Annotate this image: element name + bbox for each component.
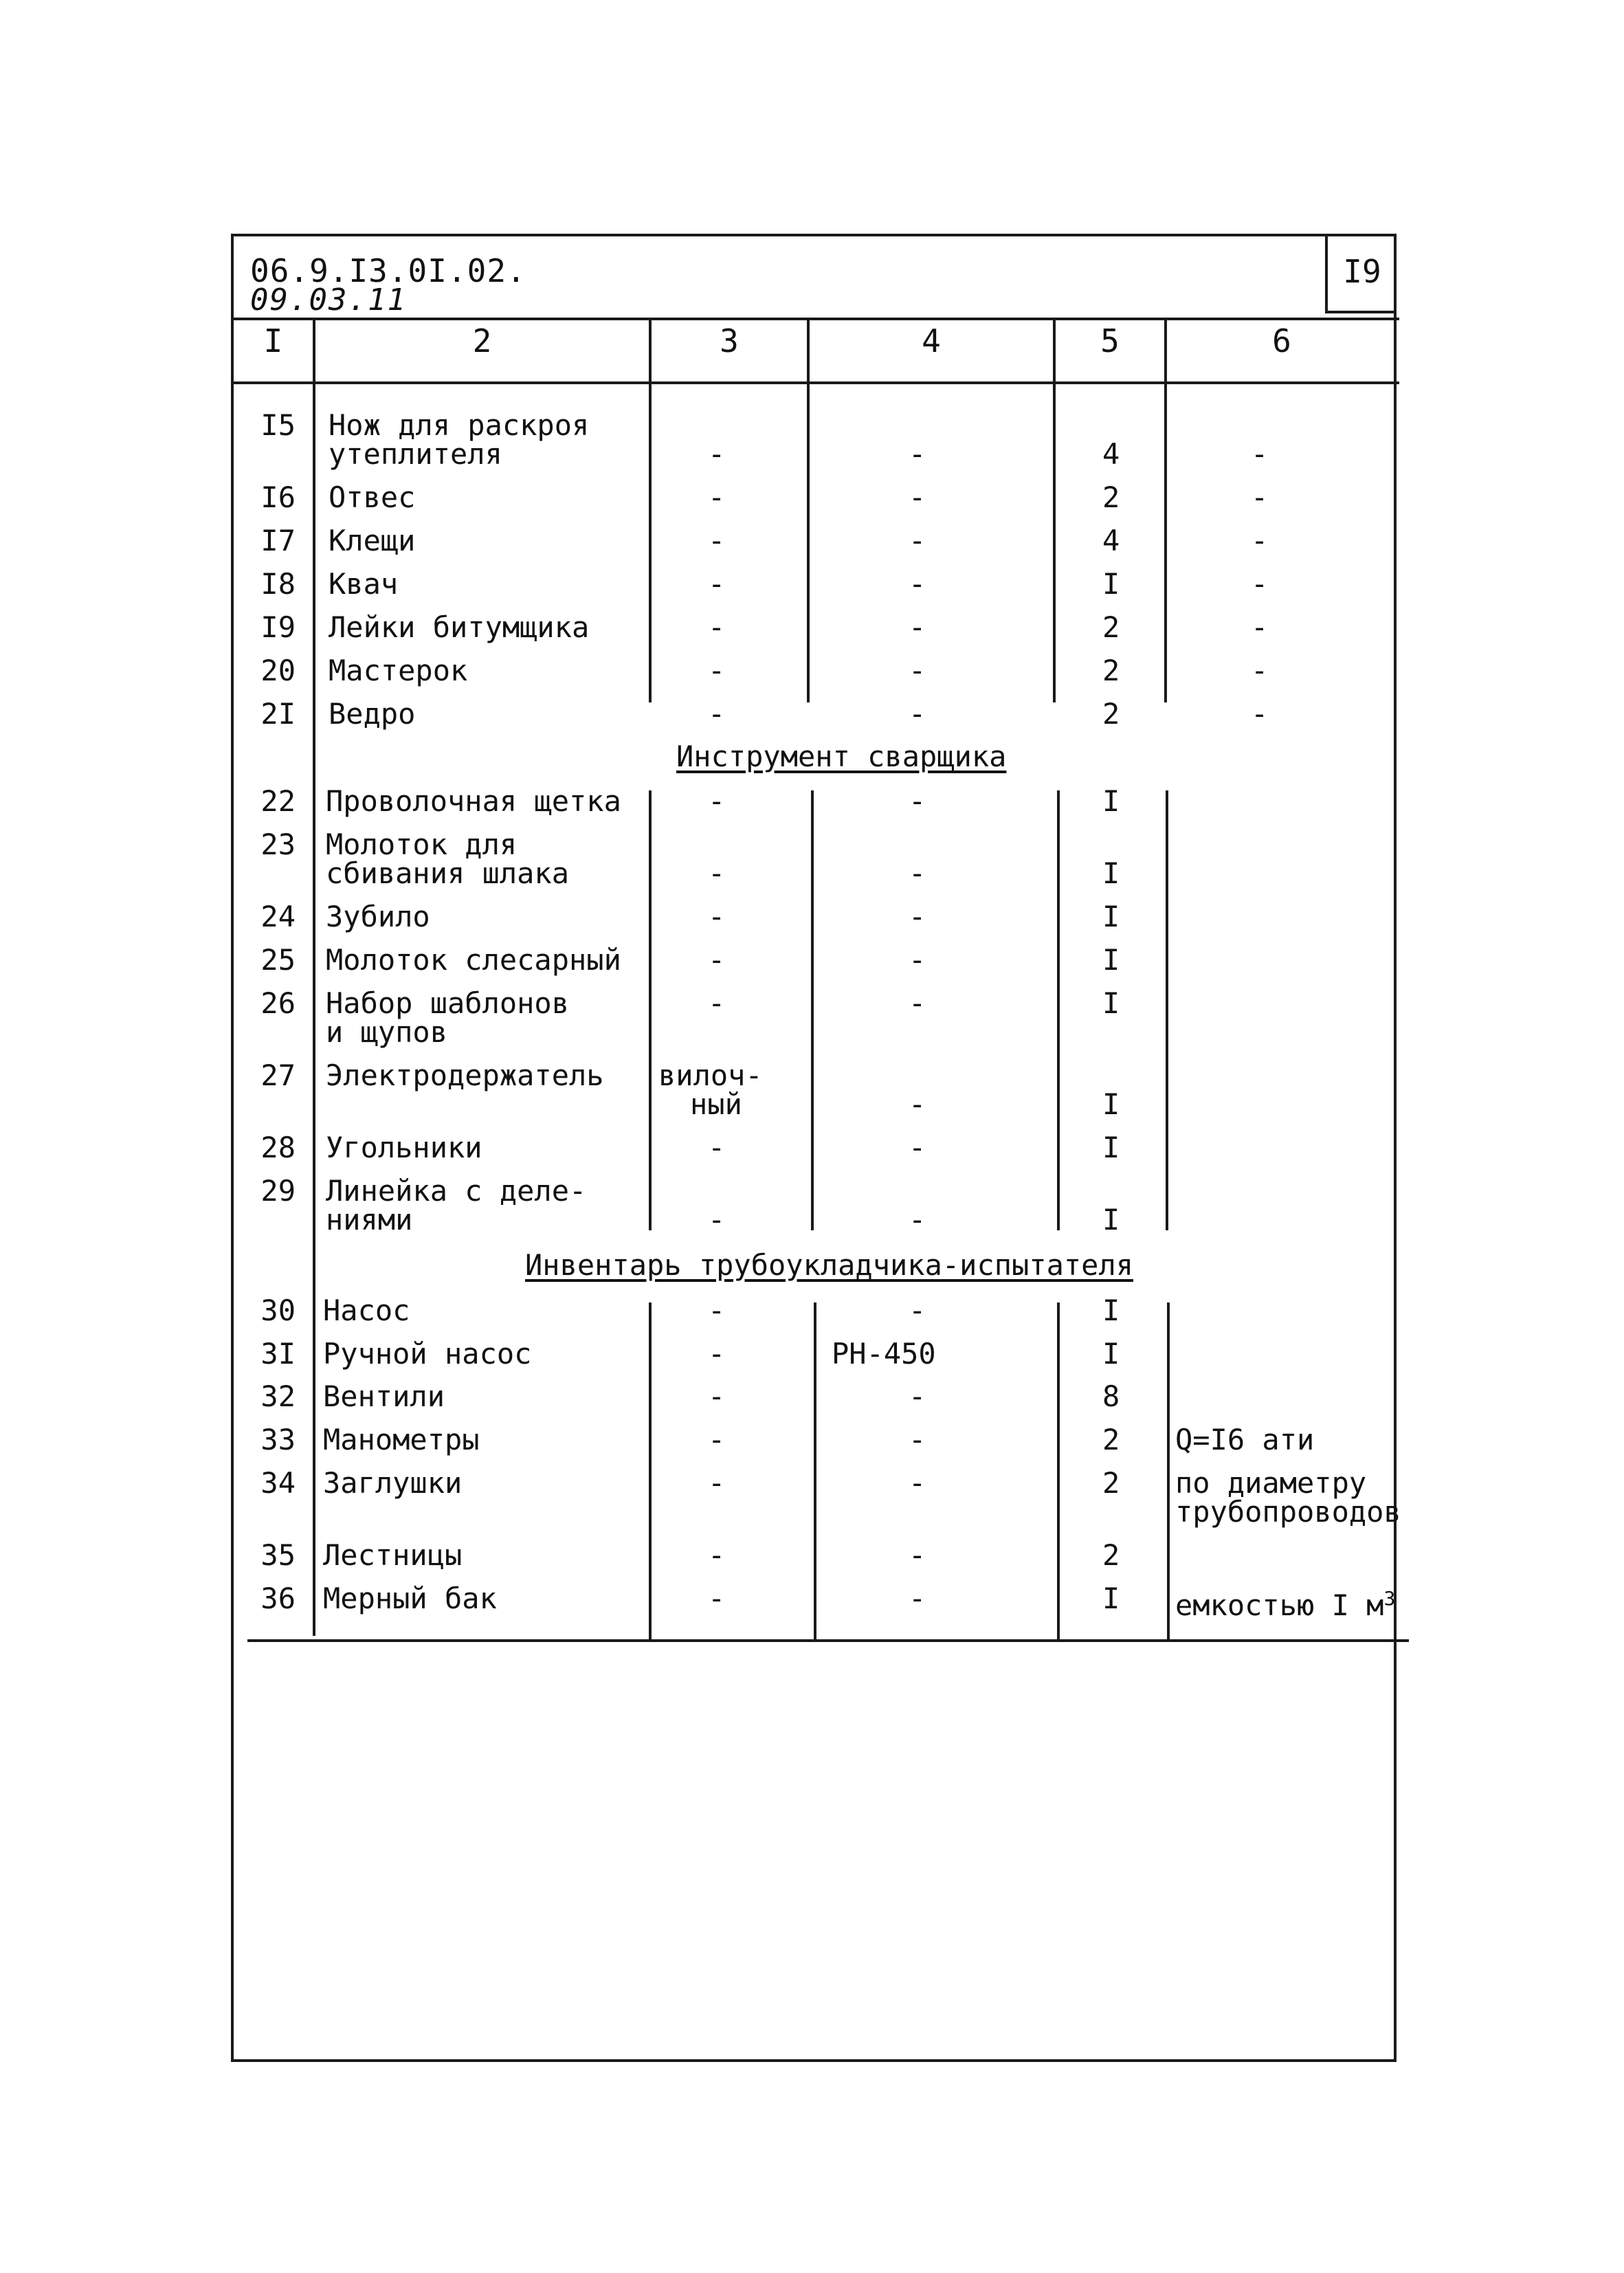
col4-value: - — [909, 1538, 926, 1572]
item-name-cont: ниями — [326, 1203, 413, 1237]
page-number: I9 — [1325, 234, 1397, 313]
col5-value: I — [1102, 1203, 1120, 1237]
item-name: Лестницы — [323, 1538, 463, 1572]
col3-value: - — [708, 856, 726, 890]
col-divider-3b — [811, 790, 814, 1230]
item-name: Клещи — [329, 524, 416, 557]
col4-value: - — [909, 1379, 926, 1413]
col5-value: 4 — [1102, 524, 1120, 557]
row-number: 20 — [260, 654, 296, 687]
col3-value: - — [708, 697, 726, 731]
item-name: Мастерок — [329, 654, 468, 687]
col4-value: - — [909, 654, 926, 687]
row-number: 27 — [260, 1058, 296, 1092]
col6-value: - — [1251, 697, 1269, 731]
col3-value: - — [708, 524, 726, 557]
col4-value: - — [909, 900, 926, 933]
item-name-cont: и щупов — [326, 1015, 448, 1049]
item-name: Лейки битумщика — [329, 610, 590, 644]
col-divider-2b — [649, 790, 652, 1230]
row-number: 29 — [260, 1174, 296, 1208]
col6-value: по диаметру — [1175, 1466, 1367, 1500]
col4-value: - — [909, 784, 926, 818]
col3-value: - — [708, 437, 726, 471]
col-divider-4 — [1053, 318, 1056, 702]
col3-value: - — [708, 654, 726, 687]
item-name: Насос — [323, 1294, 410, 1327]
col-divider-3c — [814, 1302, 816, 1639]
row-number: 36 — [260, 1582, 296, 1615]
item-name: Вентили — [323, 1379, 445, 1413]
col3-value: - — [708, 900, 726, 933]
col5-value: 2 — [1102, 654, 1120, 687]
col5-value: 2 — [1102, 1538, 1120, 1572]
col-divider-4b — [1057, 790, 1060, 1230]
col5-value: 4 — [1102, 437, 1120, 471]
col4-value: РН-450 — [832, 1337, 936, 1371]
col4-value: - — [909, 437, 926, 471]
table-bottom-rule — [247, 1639, 1409, 1642]
col5-value: I — [1102, 1294, 1120, 1327]
col-divider-4c — [1057, 1302, 1060, 1639]
capacity-text: емкостью I м — [1175, 1588, 1384, 1622]
col6-value: Q=I6 ати — [1175, 1423, 1315, 1456]
item-name: Молоток слесарный — [326, 943, 621, 977]
col3-value: - — [708, 1337, 726, 1371]
col5-value: I — [1102, 1582, 1120, 1615]
col3-value: - — [708, 986, 726, 1020]
item-name: Заглушки — [323, 1466, 463, 1500]
col5-value: 2 — [1102, 1423, 1120, 1456]
col4-value: - — [909, 480, 926, 514]
col5-value: I — [1102, 856, 1120, 890]
col3-value: - — [708, 610, 726, 644]
col6-value: - — [1251, 524, 1269, 557]
item-name: Ведро — [329, 697, 416, 731]
col4-value: - — [909, 1294, 926, 1327]
col3-value: - — [708, 1131, 726, 1164]
row-number: I5 — [260, 408, 296, 442]
col3-value: - — [708, 784, 726, 818]
row-number: 2I — [260, 697, 296, 731]
col5-value: I — [1102, 567, 1120, 601]
col-divider-2c — [649, 1302, 652, 1639]
row-number: 28 — [260, 1131, 296, 1164]
col-header-3: 3 — [720, 322, 739, 359]
col3-value: - — [708, 480, 726, 514]
col3-value: - — [708, 943, 726, 977]
row-number: 3I — [260, 1337, 296, 1371]
item-name: Нож для раскроя — [329, 408, 590, 442]
row-number: I9 — [260, 610, 296, 644]
col4-value: - — [909, 1466, 926, 1500]
col3-value: - — [708, 1423, 726, 1456]
col3-value: - — [708, 1203, 726, 1237]
col-header-4: 4 — [922, 322, 941, 359]
item-name: Угольники — [326, 1131, 482, 1164]
col5-value: I — [1102, 986, 1120, 1020]
col5-value: 8 — [1102, 1379, 1120, 1413]
col3-value: - — [708, 1582, 726, 1615]
item-name: Квач — [329, 567, 399, 601]
item-name: Линейка с деле- — [326, 1174, 587, 1208]
col5-value: I — [1102, 784, 1120, 818]
row-number: 30 — [260, 1294, 296, 1327]
col6-value-cont: трубопроводов — [1175, 1495, 1401, 1529]
item-name: Отвес — [329, 480, 416, 514]
row-number: 22 — [260, 784, 296, 818]
col-divider-1 — [313, 318, 315, 1636]
col-header-1: I — [263, 322, 283, 359]
col3-value: - — [708, 1538, 726, 1572]
document-code: 06.9.I3.0I.02. — [250, 252, 526, 289]
row-number: I6 — [260, 480, 296, 514]
col4-value: - — [909, 943, 926, 977]
item-name: Мерный бак — [323, 1582, 497, 1615]
col-divider-2 — [649, 318, 652, 702]
col6-value — [1175, 1584, 1395, 1620]
row-number: 34 — [260, 1466, 296, 1500]
section-heading-tester: Инвентарь трубоукладчика-испытателя — [525, 1248, 1134, 1282]
col-divider-3 — [807, 318, 810, 702]
col6-value: - — [1251, 610, 1269, 644]
col6-value: - — [1251, 654, 1269, 687]
col5-value: 2 — [1102, 610, 1120, 644]
col5-value: I — [1102, 1087, 1120, 1121]
col4-value: - — [909, 1087, 926, 1121]
col3-value: - — [708, 567, 726, 601]
row-number: 24 — [260, 900, 296, 933]
col-divider-5c — [1167, 1302, 1170, 1639]
row-number: 33 — [260, 1423, 296, 1456]
col6-value: - — [1251, 437, 1269, 471]
col4-value: - — [909, 1423, 926, 1456]
item-name-cont: сбивания шлака — [326, 856, 570, 890]
item-name: Манометры — [323, 1423, 480, 1456]
col3-value: - — [708, 1379, 726, 1413]
header-rule-bottom — [234, 381, 1399, 384]
col6-value: - — [1251, 567, 1269, 601]
col5-value: I — [1102, 943, 1120, 977]
item-name: Молоток для — [326, 828, 518, 861]
col4-value: - — [909, 1582, 926, 1615]
col5-value: 2 — [1102, 697, 1120, 731]
section-heading-welder: Инструмент сварщика — [676, 740, 1007, 773]
col5-value: I — [1102, 1337, 1120, 1371]
col5-value: 2 — [1102, 1466, 1120, 1500]
col4-value: - — [909, 567, 926, 601]
row-number: 26 — [260, 986, 296, 1020]
item-name: Ручной насос — [323, 1337, 532, 1371]
col4-value: - — [909, 610, 926, 644]
row-number: 35 — [260, 1538, 296, 1572]
col4-value: - — [909, 1203, 926, 1237]
row-number: I7 — [260, 524, 296, 557]
col3-value: - — [708, 1466, 726, 1500]
col3-value: - — [708, 1294, 726, 1327]
item-name-cont: утеплителя — [329, 437, 502, 471]
col4-value: - — [909, 524, 926, 557]
item-name: Набор шаблонов — [326, 986, 570, 1020]
col-header-6: 6 — [1272, 322, 1291, 359]
col-divider-5 — [1164, 318, 1167, 702]
item-name: Проволочная щетка — [326, 784, 621, 818]
col5-value: I — [1102, 1131, 1120, 1164]
row-number: 32 — [260, 1379, 296, 1413]
item-name: Электродержатель — [326, 1058, 604, 1092]
col4-value: - — [909, 697, 926, 731]
col4-value: - — [909, 986, 926, 1020]
col3-value-line1: вилоч- — [658, 1058, 763, 1092]
unit-superscript: 3 — [1383, 1587, 1396, 1610]
col3-value: ный — [690, 1087, 742, 1121]
col-header-2: 2 — [472, 322, 492, 359]
col-divider-5b — [1166, 790, 1168, 1230]
col5-value: I — [1102, 900, 1120, 933]
col4-value: - — [909, 1131, 926, 1164]
col-header-5: 5 — [1100, 322, 1120, 359]
col5-value: 2 — [1102, 480, 1120, 514]
row-number: 23 — [260, 828, 296, 861]
row-number: I8 — [260, 567, 296, 601]
item-name: Зубило — [326, 900, 430, 933]
document-date: 09.03.11 — [250, 282, 407, 318]
header-rule-top — [234, 318, 1399, 320]
col6-value: - — [1251, 480, 1269, 514]
col4-value: - — [909, 856, 926, 890]
row-number: 25 — [260, 943, 296, 977]
